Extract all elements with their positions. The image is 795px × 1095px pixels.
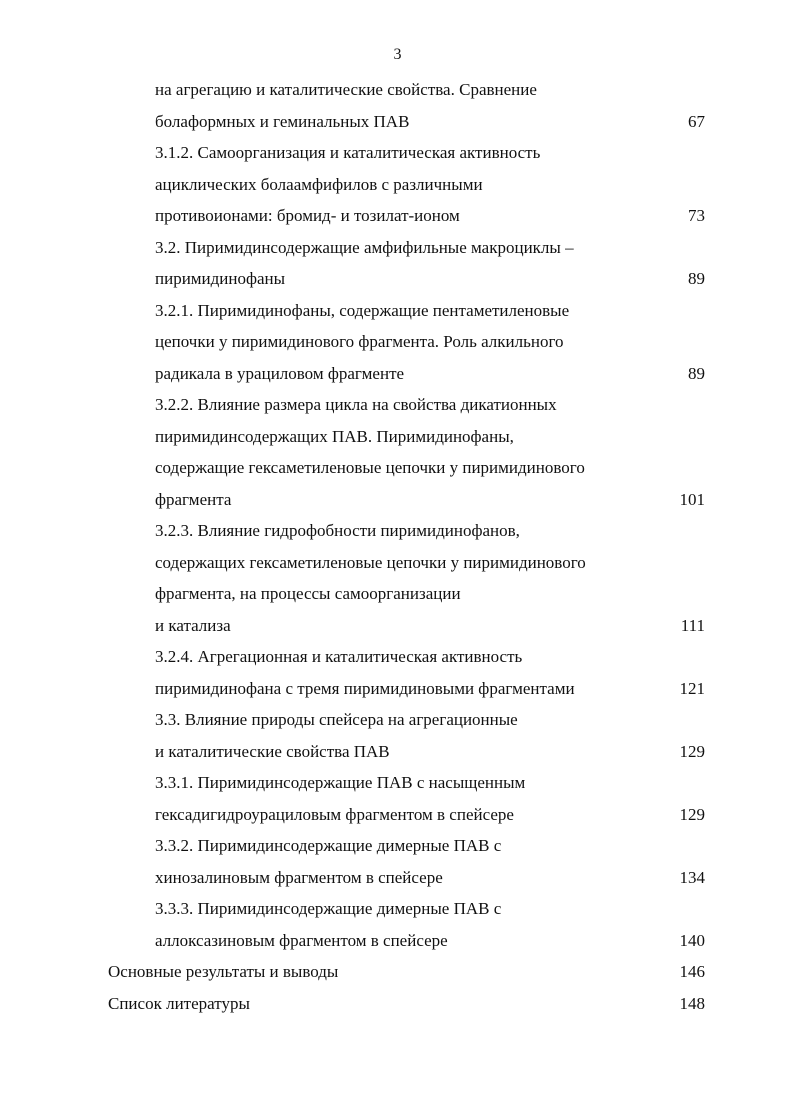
toc-entry-text: пиримидинофаны [155,269,286,288]
toc-entry-text: ациклических болаамфифилов с различными [155,174,483,194]
toc-line [0,200,795,232]
toc-entry-text: пиримидинофана с тремя пиримидиновыми фрагментами [155,678,575,698]
toc-page-number: 148 [679,993,705,1013]
toc-line [0,736,795,768]
toc-page-number: 146 [679,962,705,981]
toc-page-number: 73 [688,206,705,225]
toc-entry-text: 3.2.1. Пиримидинофаны, содержащие пентаметиленовые [155,300,570,320]
page-number: 3 [393,46,402,63]
toc-line [0,610,795,642]
toc-line [0,389,795,421]
toc-page-number: 134 [679,867,705,887]
toc-line [0,767,795,799]
toc-page-number: 101 [679,489,705,509]
toc-entry-text: 3.3.3. Пиримидинсодержащие димерные ПАВ с [155,899,502,918]
toc-line [0,263,795,295]
toc-line [0,169,795,201]
toc-entry-text: фрагмента [155,489,232,509]
toc-entry-text: и катализа [155,615,231,635]
toc-entry-text: цепочки у пиримидинового фрагмента. Роль алкильного [155,332,564,351]
toc-entry-text: фрагмента, на процессы самоорганизации [155,584,461,603]
toc-entry-text: 3.2.4. Агрегационная и каталитическая активность [155,647,523,666]
toc-entry-text: и каталитические свойства ПАВ [155,741,390,761]
toc-line [0,232,795,264]
toc-line [0,925,795,957]
toc-entry-text: болаформных и геминальных ПАВ [155,111,410,131]
toc-entry-text: 3.3. Влияние природы спейсера на агрегационные [155,710,518,729]
toc-line [0,704,795,736]
toc-entry-text: содержащие гексаметиленовые цепочки у пиримидинового [155,458,585,477]
toc-line [0,988,795,1020]
toc-page-number: 121 [679,678,705,698]
toc-entry-text: хинозалиновым фрагментом в спейсере [155,867,443,887]
toc-line [0,515,795,547]
toc-line [0,893,795,925]
toc-line [0,799,795,831]
toc-line [0,830,795,862]
toc-line [0,421,795,453]
toc-line [0,547,795,579]
toc-line [0,137,795,169]
toc-entry-text: 3.2. Пиримидинсодержащие амфифильные макроциклы – [155,237,574,257]
toc-entry-text: радикала в урациловом фрагменте [155,363,405,383]
toc-line [0,74,795,106]
toc-line [0,673,795,705]
toc-entry-text: пиримидинсодержащих ПАВ. Пиримидинофаны, [155,426,514,446]
toc-line [0,484,795,516]
toc-entry-text: 3.2.3. Влияние гидрофобности пиримидинофанов, [155,521,520,540]
toc-page-number: 129 [679,741,705,761]
toc-line [0,106,795,138]
toc-entry-text: 3.3.2. Пиримидинсодержащие димерные ПАВ с [155,836,502,855]
table-of-contents [0,74,795,1019]
toc-entry-text: противоионами: бромид- и тозилат-ионом [155,206,460,225]
toc-entry-text: 3.3.1. Пиримидинсодержащие ПАВ с насыщенным [155,773,526,792]
toc-line [0,862,795,894]
toc-entry-text: гексадигидроурациловым фрагментом в спейсере [155,804,514,824]
toc-entry-text: аллоксазиновым фрагментом в спейсере [155,930,448,950]
toc-entry-text: Основные результаты и выводы [108,962,339,981]
toc-line [0,295,795,327]
toc-line [0,956,795,988]
toc-entry-text: Список литературы [108,993,250,1013]
toc-entry-text: содержащих гексаметиленовые цепочки у пиримидинового [155,552,586,572]
toc-page-number: 111 [680,615,705,635]
toc-line [0,358,795,390]
toc-entry-text: 3.2.2. Влияние размера цикла на свойства дикатионных [155,395,557,414]
toc-entry-text: 3.1.2. Самоорганизация и каталитическая активность [155,143,541,162]
toc-line [0,452,795,484]
toc-page-number: 67 [688,111,705,131]
toc-entry-text: на агрегацию и каталитические свойства. Сравнение [155,80,537,99]
toc-page-number: 89 [688,269,705,288]
toc-line [0,326,795,358]
toc-page-number: 140 [679,930,705,950]
toc-page-number: 89 [688,363,705,383]
toc-line [0,578,795,610]
toc-page-number: 129 [679,804,705,824]
toc-line [0,641,795,673]
